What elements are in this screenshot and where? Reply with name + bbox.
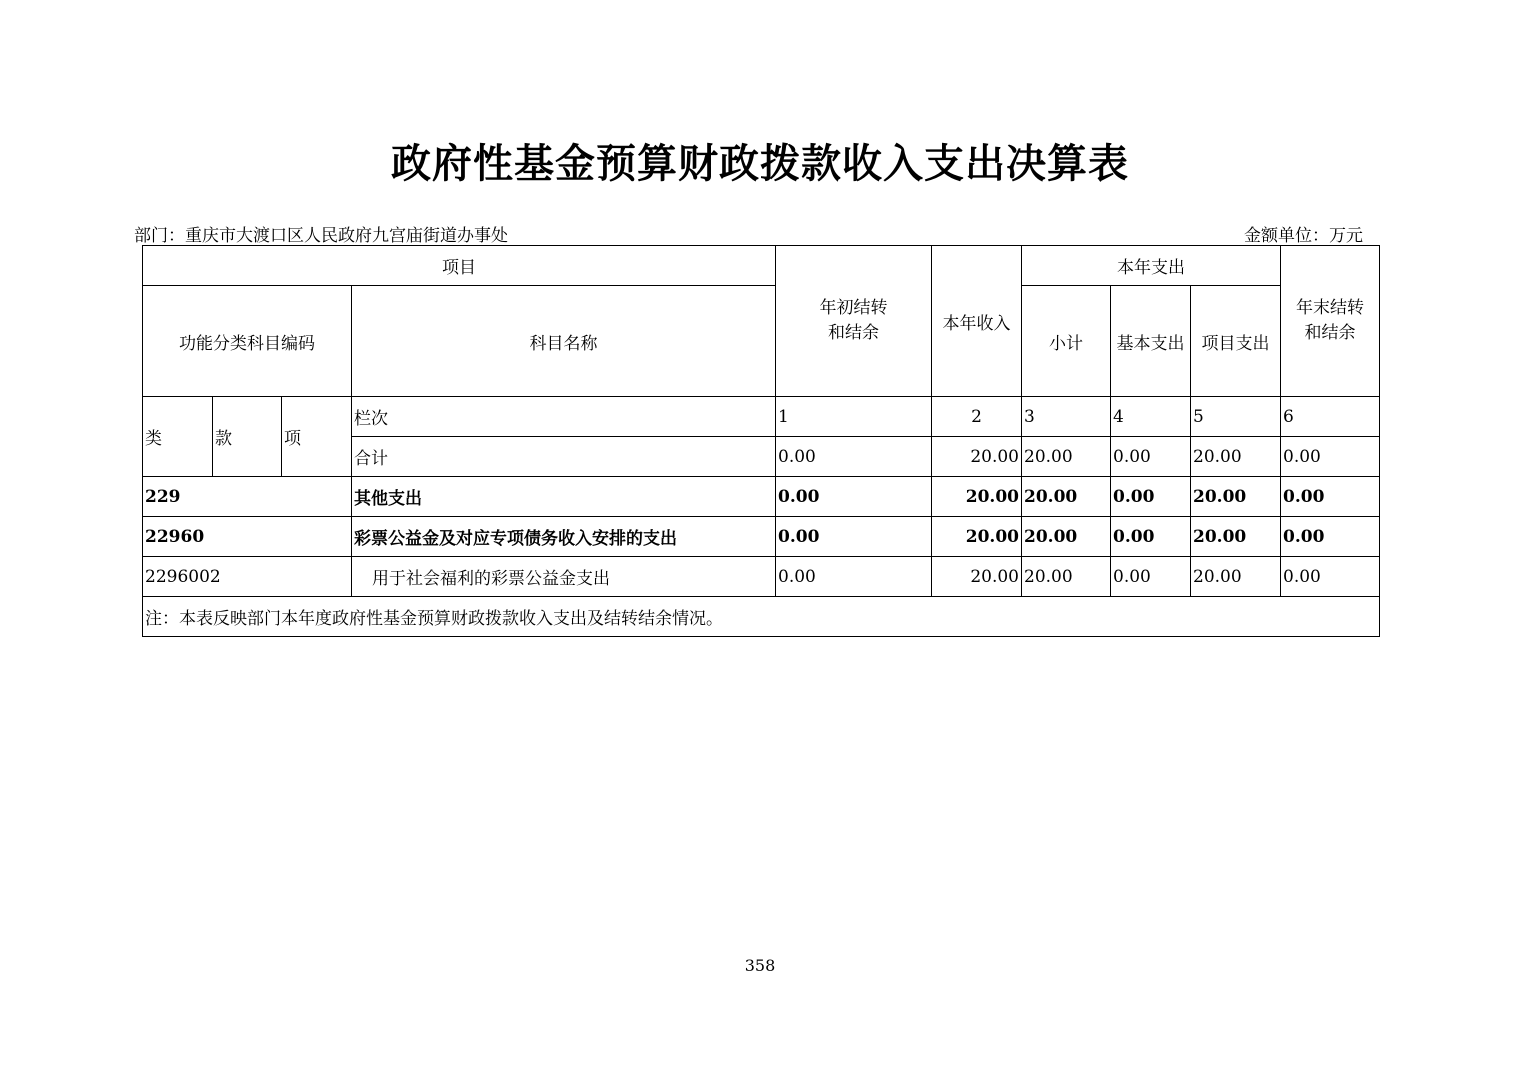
row-value: 20.00 (1191, 557, 1281, 597)
row-value: 20.00 (932, 477, 1022, 517)
row-name: 其他支出 (352, 477, 776, 517)
table-row (143, 517, 1380, 557)
row-value: 0.00 (1281, 557, 1380, 597)
table-row (143, 557, 1380, 597)
row-value: 20.00 (1191, 477, 1281, 517)
header-basic-expense: 基本支出 (1111, 286, 1191, 397)
header-project-expense: 项目支出 (1191, 286, 1281, 397)
total-cell: 20.00 (932, 437, 1022, 477)
total-cell: 20.00 (1191, 437, 1281, 477)
col-number: 5 (1191, 397, 1281, 437)
header-subtotal: 小计 (1022, 286, 1111, 397)
total-cell: 0.00 (1111, 437, 1191, 477)
header-closing-balance: 年末结转 和结余 (1281, 246, 1380, 397)
header-project: 项目 (143, 246, 776, 286)
row-value: 0.00 (776, 517, 932, 557)
row-name: 彩票公益金及对应专项债务收入安排的支出 (352, 517, 776, 557)
col-number: 6 (1281, 397, 1380, 437)
header-annual-income: 本年收入 (932, 246, 1022, 397)
row-name: 用于社会福利的彩票公益金支出 (352, 557, 776, 597)
page-number: 358 (744, 956, 776, 975)
header-kuan: 款 (213, 397, 282, 477)
table-note: 注：本表反映部门本年度政府性基金预算财政拨款收入支出及结转结余情况。 (143, 597, 1380, 637)
header-lei: 类 (143, 397, 213, 477)
row-code: 22960 (143, 517, 352, 557)
page-title: 政府性基金预算财政拨款收入支出决算表 (391, 140, 1129, 187)
row-code: 2296002 (143, 557, 352, 597)
department-label: 部门：重庆市大渡口区人民政府九宫庙街道办事处 (134, 226, 508, 246)
row-code: 229 (143, 477, 352, 517)
header-annual-expense: 本年支出 (1022, 246, 1281, 286)
row-value: 20.00 (1022, 557, 1111, 597)
total-cell: 0.00 (1281, 437, 1380, 477)
table-row (143, 477, 1380, 517)
header-func-code: 功能分类科目编码 (143, 286, 352, 397)
column-index-label: 栏次 (352, 397, 776, 437)
row-value: 0.00 (1111, 557, 1191, 597)
header-subject-name: 科目名称 (352, 286, 776, 397)
unit-label: 金额单位：万元 (1244, 226, 1363, 246)
row-value: 0.00 (776, 557, 932, 597)
row-value: 0.00 (776, 477, 932, 517)
row-value: 0.00 (1281, 477, 1380, 517)
total-cell: 0.00 (776, 437, 932, 477)
budget-table (142, 245, 1380, 637)
row-value: 20.00 (1191, 517, 1281, 557)
total-label: 合计 (352, 437, 776, 477)
col-number: 2 (932, 397, 1022, 437)
row-value: 20.00 (932, 517, 1022, 557)
col-number: 1 (776, 397, 932, 437)
col-number: 4 (1111, 397, 1191, 437)
col-number: 3 (1022, 397, 1111, 437)
header-xiang: 项 (282, 397, 352, 477)
row-value: 0.00 (1111, 477, 1191, 517)
header-opening-balance: 年初结转 和结余 (776, 246, 932, 397)
total-cell: 20.00 (1022, 437, 1111, 477)
row-value: 20.00 (932, 557, 1022, 597)
row-value: 0.00 (1111, 517, 1191, 557)
row-value: 20.00 (1022, 477, 1111, 517)
row-value: 0.00 (1281, 517, 1380, 557)
row-value: 20.00 (1022, 517, 1111, 557)
